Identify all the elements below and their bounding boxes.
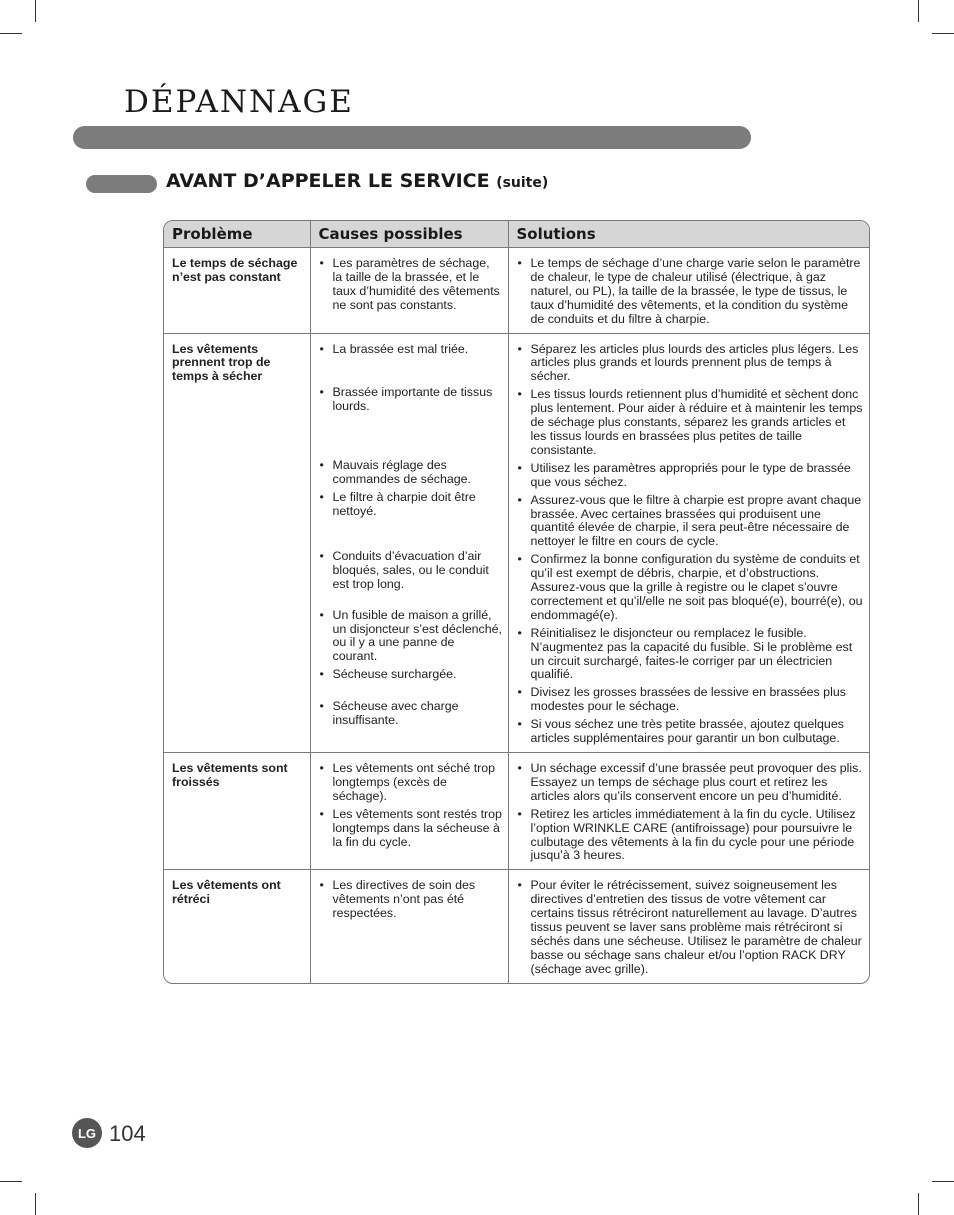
solutions-cell bbox=[508, 870, 869, 983]
solution-item: • Réinitialisez le disjoncteur ou remplacez le fusible. N’augmentez pas la capacité du fusible. Si le problème est un circuit surchargé, faites-le corriger par un électricien qualifié. bbox=[517, 627, 865, 683]
crop-mark bbox=[35, 0, 36, 22]
section-title-suffix: (suite) bbox=[496, 175, 549, 191]
cause-item: • Les vêtements sont restés trop longtemps dans la sécheuse à la fin du cycle. bbox=[319, 808, 503, 850]
cause-item: • Le filtre à charpie doit être nettoyé. bbox=[319, 491, 503, 519]
causes-cell bbox=[310, 870, 508, 983]
crop-mark bbox=[35, 1193, 36, 1215]
page-title: DÉPANNAGE bbox=[124, 84, 354, 120]
title-bar bbox=[73, 126, 751, 149]
cause-item: • Les directives de soin des vêtements n’ont pas été respectées. bbox=[319, 879, 503, 921]
solution-item: • Un séchage excessif d’une brassée peut provoquer des plis. Essayez un temps de séchage plus court et retirez les articles alors qu’ils conservent encore un peu d’humidité. bbox=[517, 762, 865, 804]
crop-mark bbox=[932, 1181, 954, 1182]
solutions-cell bbox=[508, 333, 869, 752]
problem-cell: Le temps de séchage n’est pas constant bbox=[172, 256, 298, 284]
problem-cell: Les vêtements prennent trop de temps à sécher bbox=[164, 333, 310, 752]
solution-item: • Pour éviter le rétrécissement, suivez soigneusement les directives d’entretien des tissus de votre vêtement car certains tissus rétréciront naturellement au lavage. D’autres tissus peuvent se laver sans problème mais rétréciront si séchés dans une sécheuse. Utilisez le paramètre de chaleur basse ou séchage sans chaleur et/ou l’option RACK DRY (séchage avec grille). bbox=[517, 879, 865, 976]
section-title-text: AVANT D’APPELER LE SERVICE bbox=[166, 170, 490, 192]
cause-item: • La brassée est mal triée. bbox=[319, 343, 503, 357]
solution-item: • Assurez-vous que le filtre à charpie est propre avant chaque brassée. Avec certaines brassées qui produisent une quantité élevée de charpie, il sera peut-être nécessaire de nettoyer le filtre en cours de cycle. bbox=[517, 494, 865, 550]
crop-mark bbox=[0, 1181, 22, 1182]
problem-cell: Les vêtements ont rétréci bbox=[164, 870, 310, 983]
table-row bbox=[164, 870, 869, 983]
cause-item: • Sécheuse surchargée. bbox=[319, 668, 503, 682]
solutions-cell bbox=[508, 753, 869, 870]
cause-item: • Un fusible de maison a grillé, un disjoncteur s’est déclenché, ou il y a une panne de courant. bbox=[319, 609, 503, 665]
column-header-solutions: Solutions bbox=[508, 221, 869, 248]
crop-mark bbox=[918, 1193, 919, 1215]
table-row bbox=[164, 333, 869, 752]
page-number: 104 bbox=[109, 1121, 146, 1146]
cause-item: • Brassée importante de tissus lourds. bbox=[319, 386, 503, 414]
cause-item: • Sécheuse avec charge insuffisante. bbox=[319, 700, 503, 728]
solution-item: • Les tissus lourds retiennent plus d’humidité et sèchent donc plus lentement. Pour aider à réduire et à maintenir les temps de séchage plus constants, séparez les grands articles et les tissus lourds en brassées plus petites de taille consistante. bbox=[517, 388, 865, 458]
solution-item: • Utilisez les paramètres appropriés pour le type de brassée que vous séchez. bbox=[517, 462, 865, 490]
table-header-row bbox=[164, 221, 869, 248]
crop-mark bbox=[918, 0, 919, 22]
cause-item: • Les paramètres de séchage, la taille de la brassée, et le taux d’humidité des vêtements ne sont pas constants. bbox=[319, 257, 503, 313]
section-title bbox=[166, 170, 548, 192]
cause-item: • Conduits d’évacuation d’air bloqués, sales, ou le conduit est trop long. bbox=[319, 550, 503, 592]
solution-item: • Séparez les articles plus lourds des articles plus légers. Les articles plus grands et lourds prennent plus de temps à sécher. bbox=[517, 343, 865, 385]
table-row bbox=[164, 753, 869, 870]
problem-cell: Les vêtements sont froissés bbox=[164, 753, 310, 870]
solution-item: • Si vous séchez une très petite brassée, ajoutez quelques articles supplémentaires pour garantir un bon culbutage. bbox=[517, 718, 865, 746]
cause-item: • Les vêtements ont séché trop longtemps (excès de séchage). bbox=[319, 762, 503, 804]
solution-item: • Confirmez la bonne configuration du système de conduits et qu’il est exempt de débris, charpie, et d’obstructions. Assurez-vous que la grille à registre ou le clapet s’ouvre correctement et qu’il/elle ne soit pas bloqué(e), bourré(e), ou endommagé(e). bbox=[517, 553, 865, 623]
lg-logo-icon: LG bbox=[72, 1118, 102, 1148]
solutions-cell bbox=[508, 248, 869, 334]
causes-cell bbox=[310, 753, 508, 870]
causes-cell bbox=[310, 333, 508, 752]
crop-mark bbox=[0, 33, 22, 34]
table-row bbox=[164, 248, 869, 334]
cause-item: • Mauvais réglage des commandes de séchage. bbox=[319, 459, 503, 487]
crop-mark bbox=[932, 33, 954, 34]
column-header-problem: Problème bbox=[164, 221, 310, 248]
solution-item: • Le temps de séchage d’une charge varie selon le paramètre de chaleur, le type de chaleur utilisé (électrique, à gaz naturel, ou PL), la taille de la brassée, le type de tissus, le taux d’humidité des vêtements, et la condition du système de conduits et du filtre à charpie. bbox=[517, 257, 865, 327]
section-pill bbox=[86, 175, 157, 193]
causes-cell bbox=[310, 248, 508, 334]
solution-item: • Divisez les grosses brassées de lessive en brassées plus modestes pour le séchage. bbox=[517, 686, 865, 714]
troubleshooting-table bbox=[163, 220, 870, 984]
solution-item: • Retirez les articles immédiatement à la fin du cycle. Utilisez l’option WRINKLE CARE (antifroissage) pour poursuivre le culbutage des vêtements à la fin du cycle pour une période jusqu’à 3 heures. bbox=[517, 808, 865, 864]
column-header-causes: Causes possibles bbox=[310, 221, 508, 248]
